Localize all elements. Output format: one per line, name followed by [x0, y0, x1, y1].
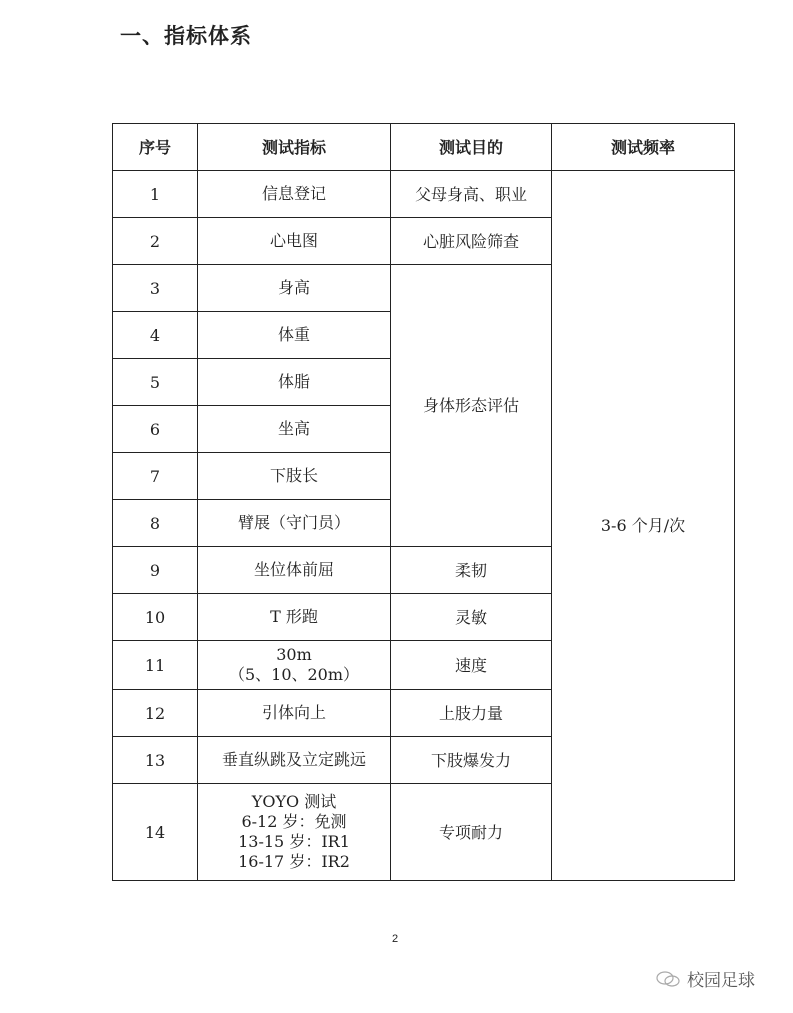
row-number: 4 — [113, 312, 198, 359]
page-number: 2 — [392, 933, 399, 945]
header-item: 测试指标 — [198, 124, 391, 171]
test-purpose: 心脏风险筛查 — [391, 218, 552, 265]
test-item — [198, 737, 391, 784]
test-item — [198, 265, 391, 312]
test-item-line: 臂展（守门员） — [237, 513, 350, 532]
row-number: 1 — [113, 171, 198, 218]
test-item — [198, 171, 391, 218]
test-item-line: 身高 — [277, 278, 310, 297]
test-purpose: 柔韧 — [391, 547, 552, 594]
test-item-line: 30m — [276, 645, 312, 664]
row-number: 3 — [113, 265, 198, 312]
test-item-line: 垂直纵跳及立定跳远 — [221, 750, 366, 769]
test-item-line: 体重 — [277, 325, 310, 344]
test-purpose: 灵敏 — [391, 594, 552, 641]
test-item-line: 16-17 岁：IR2 — [238, 852, 350, 871]
test-item — [198, 500, 391, 547]
row-number: 12 — [113, 690, 198, 737]
test-purpose: 身体形态评估 — [391, 265, 552, 547]
header-frequency: 测试频率 — [552, 124, 735, 171]
watermark-text: 校园足球 — [687, 971, 755, 991]
wechat-icon — [655, 969, 681, 989]
header-purpose: 测试目的 — [391, 124, 552, 171]
test-item-line: 信息登记 — [261, 184, 326, 203]
test-item-line: T 形跑 — [270, 607, 318, 626]
test-item-line: YOYO 测试 — [251, 792, 337, 811]
test-frequency: 3-6 个月/次 — [552, 171, 735, 881]
test-item-line: 坐位体前屈 — [253, 560, 334, 579]
header-no: 序号 — [113, 124, 198, 171]
test-item — [198, 784, 391, 881]
row-number: 9 — [113, 547, 198, 594]
row-number: 13 — [113, 737, 198, 784]
test-item-line: 6-12 岁：免测 — [241, 812, 347, 831]
test-item — [198, 359, 391, 406]
section-heading: 一、指标体系 — [120, 24, 252, 48]
test-item — [198, 218, 391, 265]
test-item-line: （5、10、20m） — [228, 665, 360, 684]
row-number: 14 — [113, 784, 198, 881]
row-number: 10 — [113, 594, 198, 641]
test-item — [198, 312, 391, 359]
test-item — [198, 641, 391, 690]
table-row — [113, 171, 735, 218]
test-item-line: 坐高 — [277, 419, 310, 438]
test-item-line: 引体向上 — [261, 703, 326, 722]
test-item — [198, 594, 391, 641]
test-purpose: 父母身高、职业 — [391, 171, 552, 218]
row-number: 5 — [113, 359, 198, 406]
test-purpose: 速度 — [391, 641, 552, 690]
test-item-line: 下肢长 — [269, 466, 318, 485]
row-number: 8 — [113, 500, 198, 547]
test-item — [198, 547, 391, 594]
test-item-line: 13-15 岁：IR1 — [238, 832, 350, 851]
test-purpose: 上肢力量 — [391, 690, 552, 737]
row-number: 11 — [113, 641, 198, 690]
table-header-row — [113, 124, 735, 171]
test-item — [198, 690, 391, 737]
watermark — [655, 966, 755, 991]
test-item-line: 心电图 — [269, 231, 318, 250]
test-purpose: 下肢爆发力 — [391, 737, 552, 784]
test-item — [198, 406, 391, 453]
row-number: 2 — [113, 218, 198, 265]
row-number: 6 — [113, 406, 198, 453]
test-item-line: 体脂 — [277, 372, 310, 391]
row-number: 7 — [113, 453, 198, 500]
indicator-table — [112, 123, 735, 881]
test-purpose: 专项耐力 — [391, 784, 552, 881]
test-item — [198, 453, 391, 500]
